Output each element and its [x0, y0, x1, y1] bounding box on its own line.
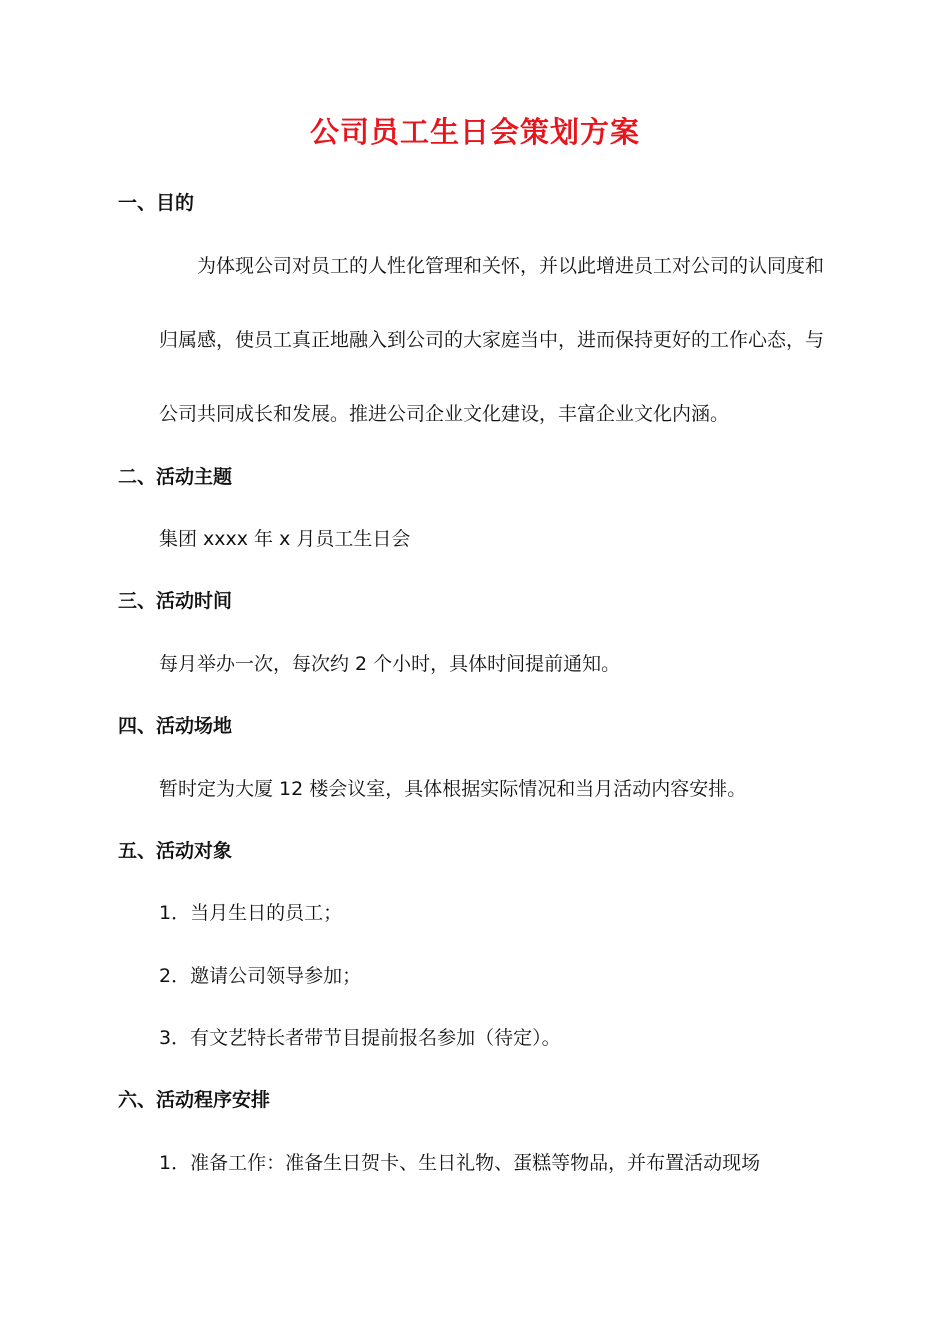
paragraph-line: 公司共同成长和发展。推进公司企业文化建设，丰富企业文化内涵。: [159, 403, 730, 425]
list-item: 1．准备工作：准备生日贺卡、生日礼物、蛋糕等物品，并布置活动现场: [159, 1152, 761, 1174]
section-heading-venue: 四、活动场地: [118, 715, 233, 737]
section-heading-time: 三、活动时间: [118, 590, 233, 612]
document-title: 公司员工生日会策划方案: [309, 115, 640, 149]
list-item: 3．有文艺特长者带节目提前报名参加（待定）。: [159, 1027, 561, 1049]
paragraph-line: 每月举办一次，每次约 2 个小时，具体时间提前通知。: [159, 653, 621, 675]
section-heading-theme: 二、活动主题: [118, 466, 233, 488]
paragraph-line: 暂时定为大厦 12 楼会议室，具体根据实际情况和当月活动内容安排。: [159, 778, 747, 800]
section-heading-purpose: 一、目的: [118, 192, 195, 214]
list-item: 2．邀请公司领导参加；: [159, 965, 362, 987]
paragraph-line: 集团 xxxx 年 x 月员工生日会: [159, 528, 411, 550]
paragraph-line: 归属感，使员工真正地融入到公司的大家庭当中，进而保持更好的工作心态，与: [159, 329, 825, 351]
list-item: 1．当月生日的员工；: [159, 902, 343, 924]
section-heading-program: 六、活动程序安排: [118, 1089, 271, 1111]
section-heading-participants: 五、活动对象: [118, 840, 233, 862]
paragraph-line: 为体现公司对员工的人性化管理和关怀，并以此增进员工对公司的认同度和: [197, 255, 825, 277]
